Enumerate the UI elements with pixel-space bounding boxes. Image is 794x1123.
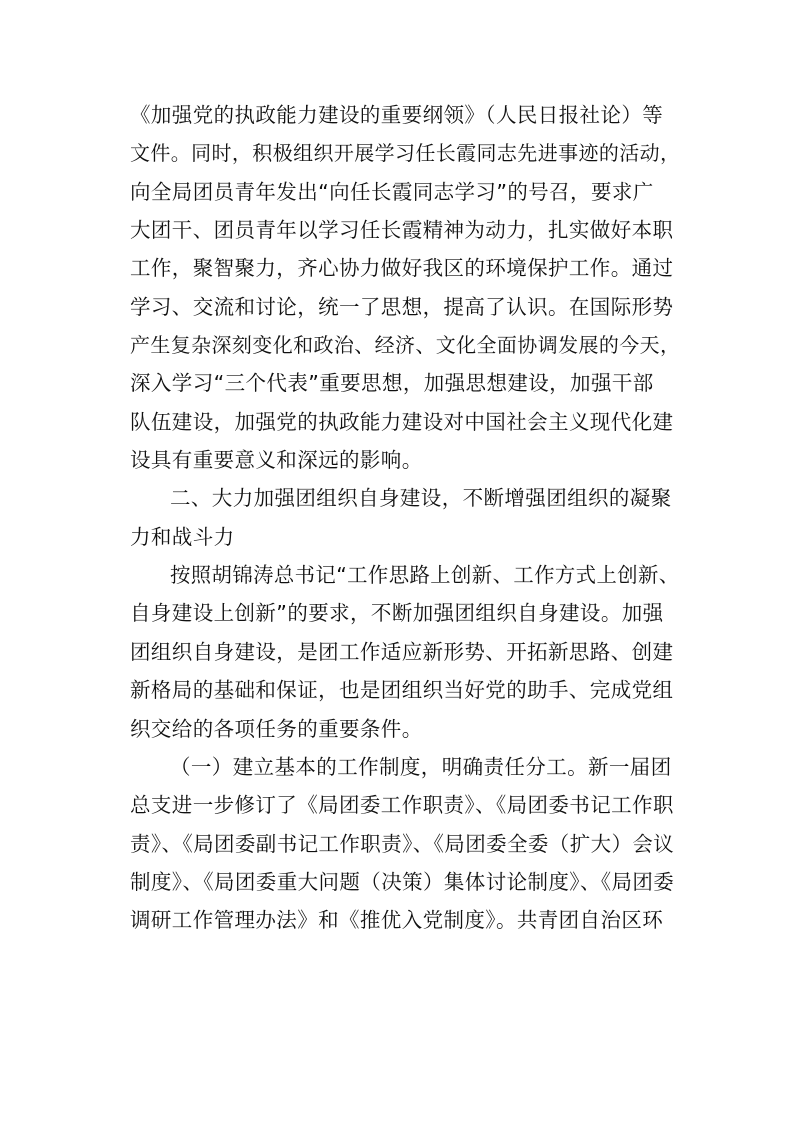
body-line-9: 队伍建设，加强党的执政能力建设对中国社会主义现代化建 <box>130 409 674 434</box>
subsection-line-1: （一）建立基本的工作制度，明确责任分工。新一届团 <box>170 754 672 779</box>
body-line-16: 新格局的基础和保证，也是团组织当好党的助手、完成党组 <box>130 678 674 703</box>
body-line-5: 工作，聚智聚力，齐心协力做好我区的环境保护工作。通过 <box>130 256 674 281</box>
section-heading-line-2: 力和战斗力 <box>130 524 235 549</box>
body-line-7: 产生复杂深刻变化和政治、经济、文化全面协调发展的今天， <box>130 333 681 358</box>
section-heading-line-1: 二、大力加强团组织自身建设，不断增强团组织的凝聚 <box>170 486 672 511</box>
body-line-8: 深入学习“三个代表”重要思想，加强思想建设，加强干部 <box>130 371 654 396</box>
body-line-6: 学习、交流和讨论，统一了思想，提高了认识。在国际形势 <box>130 294 674 319</box>
body-line-22: 调研工作管理办法》和《推优入党制度》。共青团自治区环 <box>130 908 664 933</box>
body-line-10: 设具有重要意义和深远的影响。 <box>130 448 423 473</box>
body-line-19: 总支进一步修订了《局团委工作职责》、《局团委书记工作职 <box>130 793 674 818</box>
body-line-17: 织交给的各项任务的重要条件。 <box>130 716 423 741</box>
body-line-2: 文件。同时，积极组织开展学习任长霞同志先进事迹的活动， <box>130 141 681 166</box>
body-line-20: 责》、《局团委副书记工作职责》、《局团委全委（扩大）会议 <box>130 831 675 856</box>
document-body <box>130 96 680 940</box>
body-line-21: 制度》、《局团委重大问题（决策）集体讨论制度》、《局团委 <box>130 869 675 894</box>
body-line-13: 按照胡锦涛总书记“工作思路上创新、工作方式上创新、 <box>170 563 680 588</box>
body-line-3: 向全局团员青年发出“向任长霞同志学习”的号召，要求广 <box>130 179 654 204</box>
body-line-4: 大团干、团员青年以学习任长霞精神为动力，扎实做好本职 <box>130 218 674 243</box>
body-line-14: 自身建设上创新”的要求，不断加强团组织自身建设。加强 <box>130 601 664 626</box>
body-line-15: 团组织自身建设，是团工作适应新形势、开拓新思路、创建 <box>130 639 674 664</box>
body-line-1: 《加强党的执政能力建设的重要纲领》（人民日报社论）等 <box>130 103 664 127</box>
